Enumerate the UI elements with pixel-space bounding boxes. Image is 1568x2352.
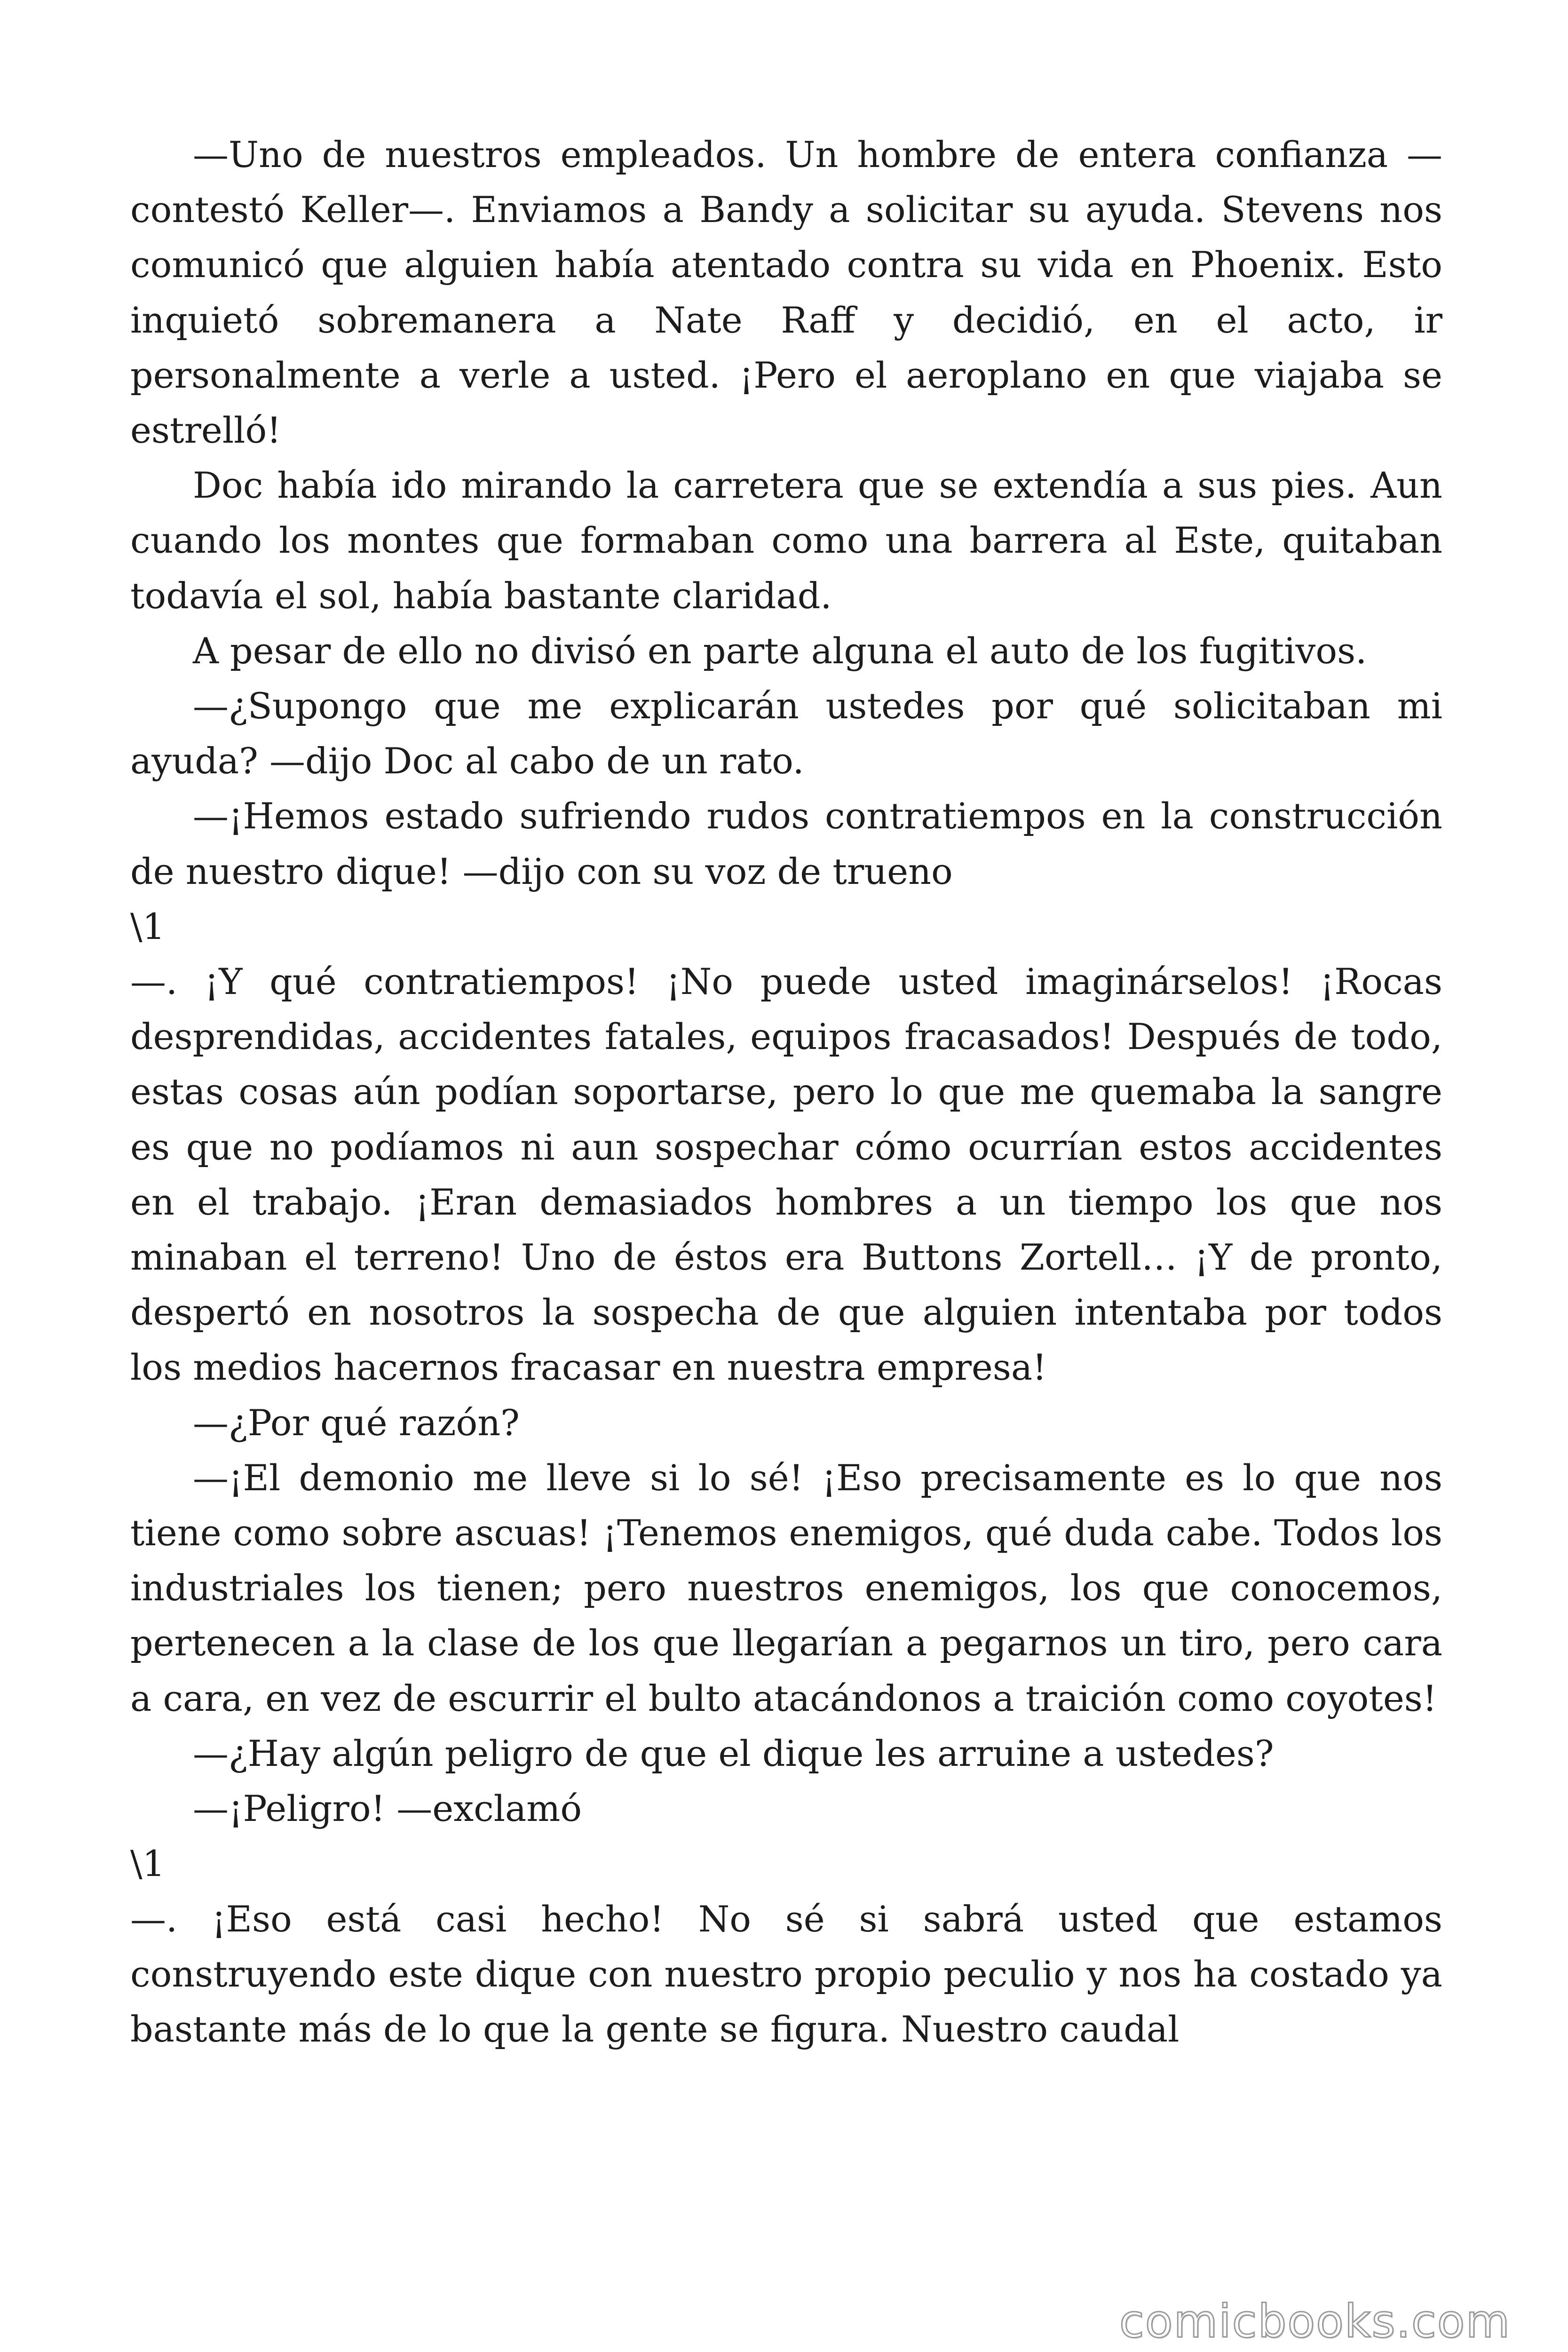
paragraph-9: —¡El demonio me lleve si lo sé! ¡Eso precisamente es lo que nos tiene como sobre ascuas! ¡Tenemos enemigos, qué duda cabe. Todos los industriales los tienen; pero nuestros enemigos, los que conocemos, pertenecen a la clase de los que llegarían a pegarnos un tiro, pero cara a cara, en vez de escurrir el bulto atacándonos a traición como coyotes! <box>130 1456 1442 1719</box>
paragraph-11: —¡Peligro! —exclamó <box>193 1788 582 1830</box>
paragraph-7: —. ¡Y qué contratiempos! ¡No puede usted imaginárselos! ¡Rocas desprendidas, accidentes fatales, equipos fracasados! Después de todo, estas cosas aún podían soportarse, pero lo que me quemaba la sangre es que no podíamos ni aun sospechar cómo ocurrían estos accidentes en el trabajo. ¡Eran demasiados hombres a un tiempo los que nos minaban el terreno! Uno de éstos era Buttons Zortell… ¡Y de pronto, despertó en nosotros la sospecha de que alguien intentaba por todos los medios hacernos fracasar en nuestra empresa! <box>130 961 1442 1389</box>
paragraph-2: Doc había ido mirando la carretera que se extendía a sus pies. Aun cuando los montes que formaban como una barrera al Este, quitaban todavía el sol, había bastante claridad. <box>130 464 1442 617</box>
watermark: comicbooks.com <box>1119 2295 1511 2348</box>
paragraph-10: —¿Hay algún peligro de que el dique les arruine a ustedes? <box>193 1732 1274 1774</box>
paragraph-3: A pesar de ello no divisó en parte alguna el auto de los fugitivos. <box>193 629 1367 672</box>
paragraph-12: \1 <box>130 1843 165 1885</box>
paragraph-8: —¿Por qué razón? <box>193 1401 520 1444</box>
paragraph-6: \1 <box>130 905 165 947</box>
body-text <box>130 127 1442 2057</box>
paragraph-5: —¡Hemos estado sufriendo rudos contratiempos en la construcción de nuestro dique! —dijo con su voz de trueno <box>130 795 1442 892</box>
paragraph-13: —. ¡Eso está casi hecho! No sé si sabrá usted que estamos construyendo este dique con nuestro propio peculio y nos ha costado ya bastante más de lo que la gente se figura. Nuestro caudal <box>130 1898 1442 2050</box>
paragraph-1: —Uno de nuestros empleados. Un hombre de entera confianza —contestó Keller—. Enviamos a Bandy a solicitar su ayuda. Stevens nos comunicó que alguien había atentado contra su vida en Phoenix. Esto inquietó sobremanera a Nate Raff y decidió, en el acto, ir personalmente a verle a usted. ¡Pero el aeroplano en que viajaba se estrelló! <box>130 134 1442 452</box>
paragraph-4: —¿Supongo que me explicarán ustedes por qué solicitaban mi ayuda? —dijo Doc al cabo de un rato. <box>130 685 1442 782</box>
